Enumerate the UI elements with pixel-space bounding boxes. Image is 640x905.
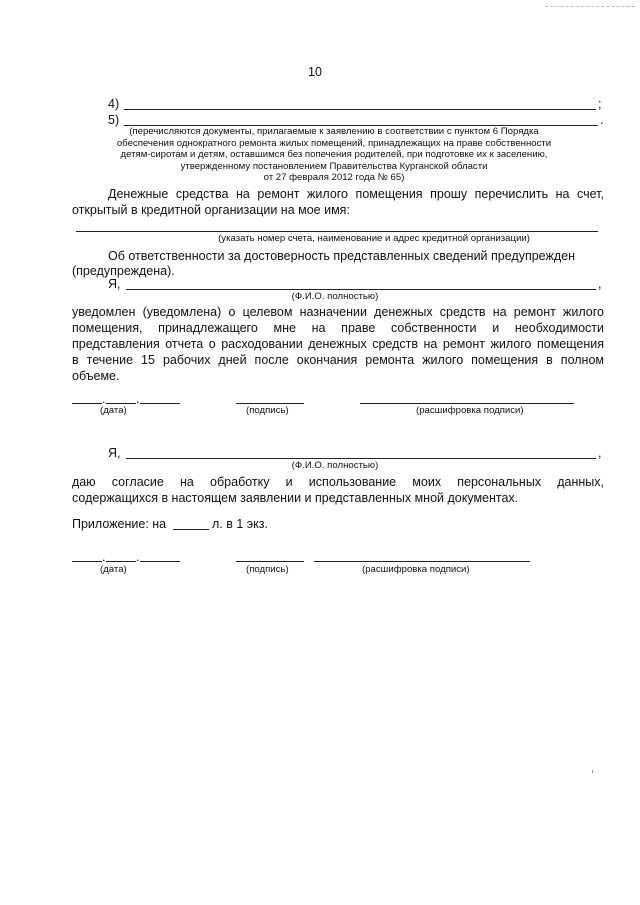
attachment-suffix: л. в 1 экз. (212, 517, 268, 531)
notified-line-3: представления отчета о расходовании денежных средств на ремонт жилого помещения (72, 337, 604, 351)
date-dot: . (102, 392, 106, 406)
date-day-line (72, 561, 102, 562)
transcript-line (314, 561, 530, 562)
account-caption: (указать номер счета, наименование и адрес кредитной организации) (218, 233, 530, 244)
date-day-line (72, 403, 102, 404)
transcript-line (360, 403, 574, 404)
note-line: от 27 февраля 2012 года № 65) (263, 172, 405, 184)
signature-caption: (подпись) (246, 405, 289, 416)
documents-note (60, 126, 608, 184)
date-month-line (106, 403, 136, 404)
i-label: Я, (108, 446, 121, 460)
consent-line-2: содержащихся в настоящем заявлении и представленных мной документах. (72, 491, 519, 505)
date-dot: . (102, 550, 106, 564)
funds-line-2: открытый в кредитной организации на мое имя: (72, 203, 350, 217)
item-5-end: . (600, 113, 604, 127)
item-4-number: 4) (108, 97, 120, 111)
fio-line (126, 458, 596, 459)
note-line: (перечисляются документы, прилагаемые к заявлению в соответствии с пунктом 6 Порядка (129, 126, 539, 137)
fio-end: , (598, 446, 602, 460)
scan-artifact (545, 6, 635, 7)
notified-line-5: объеме. (72, 369, 120, 383)
transcript-caption: (расшифровка подписи) (416, 405, 524, 416)
date-dot: . (136, 392, 140, 406)
date-year-line (140, 403, 180, 404)
fio-end: , (598, 277, 602, 291)
responsibility-line-1: Об ответственности за достоверность представленных сведений предупрежден (108, 249, 575, 263)
date-caption: (дата) (100, 405, 127, 416)
fio-caption: (Ф.И.О. полностью) (291, 460, 379, 471)
notified-line-1: уведомлен (уведомлена) о целевом назначении денежных средств на ремонт жилого (72, 305, 604, 319)
account-line (76, 231, 598, 232)
note-line: детям-сиротам и детям, оставшимся без попечения родителей, при подготовке их к заселению, (120, 149, 548, 161)
fio-line (126, 289, 596, 290)
signature-line (236, 403, 304, 404)
signature-line (236, 561, 304, 562)
item-5-number: 5) (108, 113, 120, 127)
date-caption: (дата) (100, 564, 127, 575)
notified-line-2: помещения, принадлежащего мне на праве собственности и необходимости (72, 321, 604, 335)
item-4-line (124, 109, 596, 110)
fio-caption: (Ф.И.О. полностью) (291, 291, 379, 302)
attachment-prefix: Приложение: на (72, 517, 167, 531)
date-month-line (106, 561, 136, 562)
scan-artifact (592, 770, 593, 773)
date-year-line (140, 561, 180, 562)
page-number: 10 (308, 65, 322, 79)
funds-line-1: Денежные средства на ремонт жилого помещения прошу перечислить на счет, (108, 187, 604, 201)
date-dot: . (136, 550, 140, 564)
attachment-sheets-line (173, 529, 209, 530)
i-label: Я, (108, 277, 121, 291)
signature-caption: (подпись) (246, 564, 289, 575)
note-line: утвержденному постановлением Правительства Курганской области (180, 160, 488, 172)
notified-line-4: в течение 15 рабочих дней после окончания ремонта жилого помещения в полном (72, 353, 604, 367)
transcript-caption: (расшифровка подписи) (362, 564, 470, 575)
item-4-end: ; (598, 97, 602, 111)
consent-line-1: даю согласие на обработку и использование моих персональных данных, (72, 475, 604, 489)
note-line: обеспечения однократного ремонта жилых помещений, принадлежащих на праве собственности (116, 137, 552, 149)
responsibility-line-2: (предупреждена). (72, 264, 175, 278)
